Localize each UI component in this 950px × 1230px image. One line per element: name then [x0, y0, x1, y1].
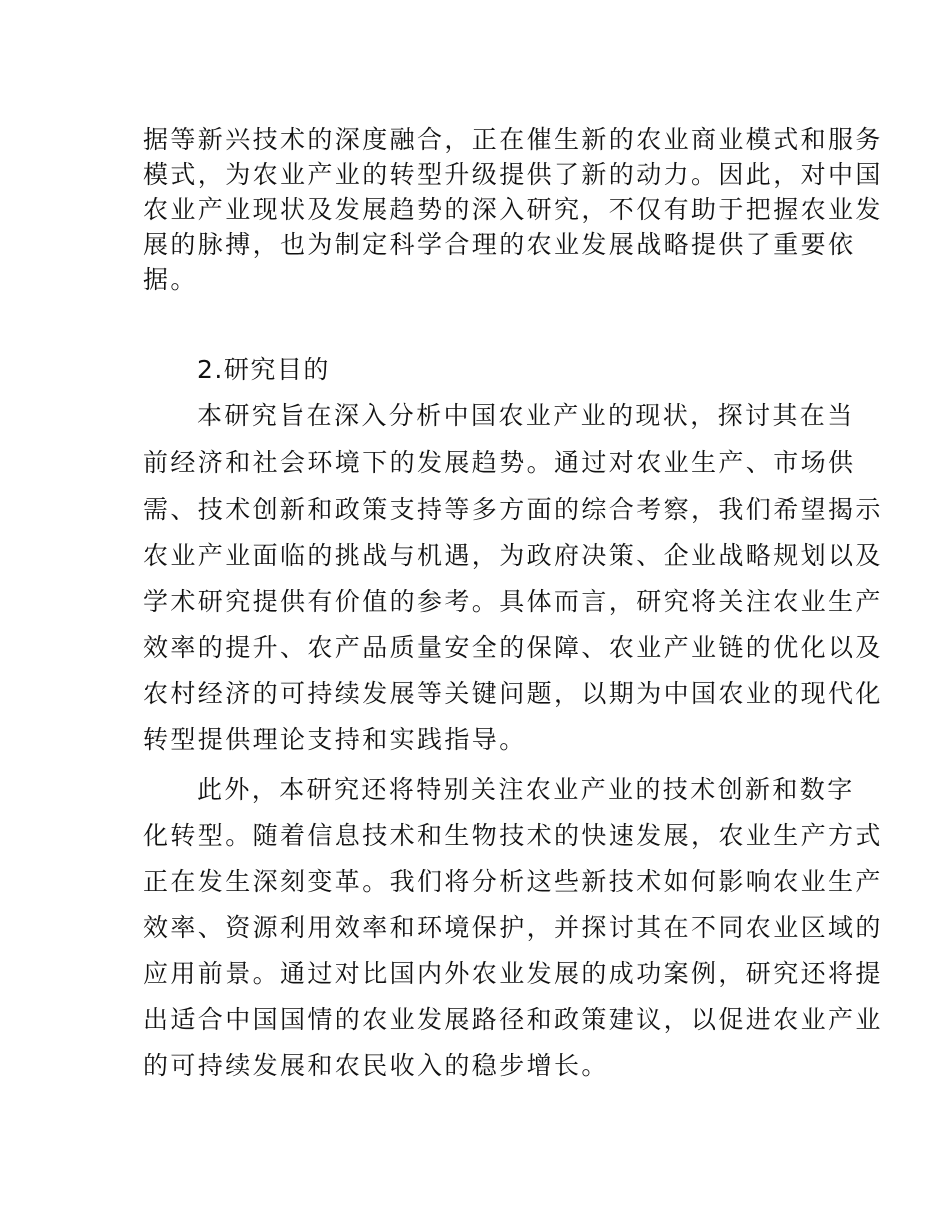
paragraph-2-line-5: 学术研究提供有价值的参考。具体而言，研究将关注农业生产: [143, 587, 883, 616]
paragraph-2-line-4: 农业产业面临的挑战与机遇，为政府决策、企业战略规划以及: [143, 541, 883, 570]
paragraph-2-line-7: 农村经济的可持续发展等关键问题，以期为中国农业的现代化: [143, 679, 883, 708]
paragraph-1-line-4: 展的脉搏，也为制定科学合理的农业发展战略提供了重要依: [143, 230, 856, 259]
paragraph-3-line-4: 效率、资源利用效率和环境保护，并探讨其在不同农业区域的: [143, 913, 883, 942]
paragraph-2-line-3: 需、技术创新和政策支持等多方面的综合考察，我们希望揭示: [143, 495, 883, 524]
paragraph-2-line-1: 本研究旨在深入分析中国农业产业的现状，探讨其在当: [197, 401, 855, 430]
paragraph-3-line-1: 此外，本研究还将特别关注农业产业的技术创新和数字: [197, 775, 855, 804]
paragraph-2-line-8: 转型提供理论支持和实践指导。: [143, 725, 527, 754]
paragraph-1-line-1: 据等新兴技术的深度融合，正在催生新的农业商业模式和服务: [143, 125, 883, 154]
paragraph-1-line-5: 据。: [143, 265, 198, 294]
paragraph-2-line-2: 前经济和社会环境下的发展趋势。通过对农业生产、市场供: [143, 448, 856, 477]
paragraph-3-line-3: 正在发生深刻变革。我们将分析这些新技术如何影响农业生产: [143, 867, 883, 896]
paragraph-3-line-2: 化转型。随着信息技术和生物技术的快速发展，农业生产方式: [143, 821, 883, 850]
section-heading: 2.研究目的: [197, 355, 330, 384]
paragraph-1-line-3: 农业产业现状及发展趋势的深入研究，不仅有助于把握农业发: [143, 195, 883, 224]
paragraph-1-line-2: 模式，为农业产业的转型升级提供了新的动力。因此，对中国: [143, 160, 883, 189]
paragraph-3-line-6: 出适合中国国情的农业发展路径和政策建议，以促进农业产业: [143, 1005, 883, 1034]
paragraph-3-line-5: 应用前景。通过对比国内外农业发展的成功案例，研究还将提: [143, 959, 883, 988]
paragraph-2-line-6: 效率的提升、农产品质量安全的保障、农业产业链的优化以及: [143, 633, 883, 662]
paragraph-3-line-7: 的可持续发展和农民收入的稳步增长。: [143, 1051, 609, 1080]
